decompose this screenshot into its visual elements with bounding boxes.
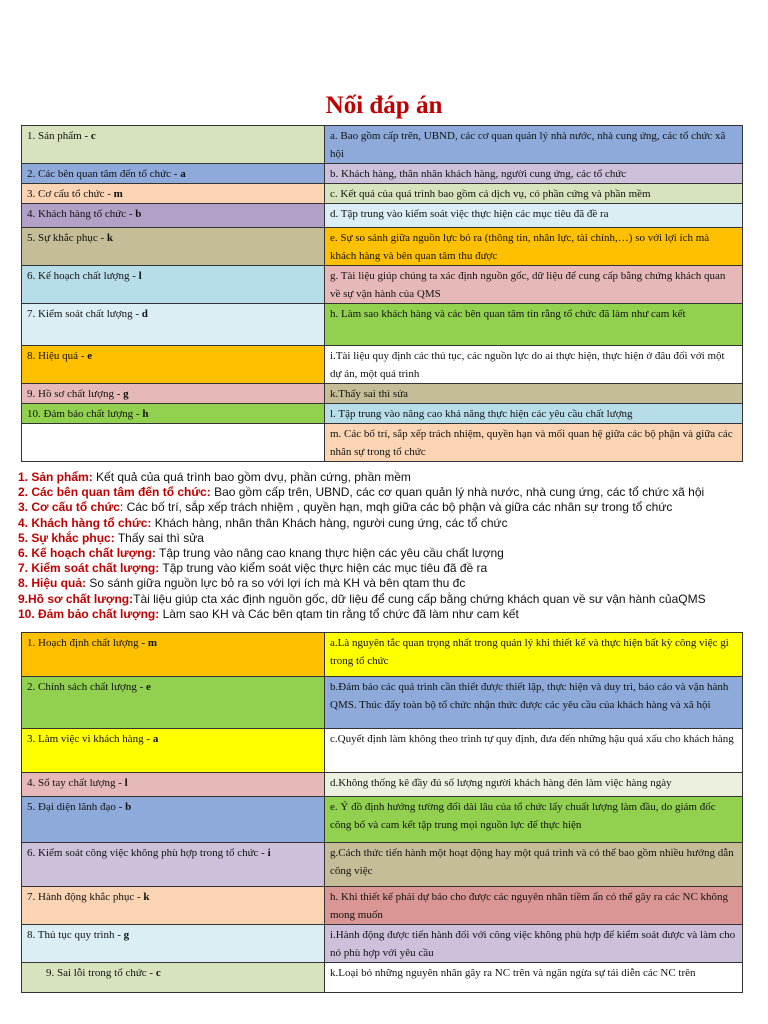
answer-text: h. Làm sao khách hàng và các bên quan tâm tin rằng tổ chức đã làm như cam kết	[330, 308, 686, 320]
answer-key: c	[90, 130, 96, 142]
answer-text: m. Các bố trí, sắp xếp trách nhiệm, quyền hạn và mối quan hệ giữa các bộ phận và giữa các nhân sự trong tổ chức	[330, 428, 733, 458]
table2-answer-cell	[325, 843, 743, 887]
table1-row	[22, 346, 743, 384]
question-text: 7. Hành động khắc phục -	[27, 891, 144, 903]
answer-key: l	[124, 777, 128, 789]
question-text: 8. Hiệu quả -	[27, 350, 88, 362]
table1-question-cell	[22, 346, 325, 384]
answer-text: c. Kết quả của quá trình bao gồm cả dịch vụ, có phần cứng và phần mềm	[330, 188, 651, 200]
table2-answer-cell	[325, 925, 743, 963]
answer-key: m	[113, 188, 123, 200]
question-text: 3. Làm việc vì khách hàng -	[27, 733, 153, 745]
answer-key: c	[155, 967, 161, 979]
summary-term: 3. Cơ cấu tổ chức	[18, 500, 120, 515]
table1-row	[22, 204, 743, 228]
question-text: 5. Đại diện lãnh đạo -	[27, 801, 126, 813]
answer-key: a	[180, 168, 186, 180]
table1-question-cell	[22, 204, 325, 228]
summary-definition: Làm sao KH và Các bên qtam tin rằng tổ chức đã làm như cam kết	[159, 606, 519, 621]
summary-line	[18, 500, 758, 515]
summary-definition: : Các bố trí, sắp xếp trách nhiệm , quyền hạn, mqh giữa các bộ phận và giữa các nhân sự trong tổ chức	[119, 500, 673, 515]
answer-text: l. Tập trung vào nâng cao khả năng thực hiện các yêu cầu chất lượng	[330, 408, 633, 420]
table1-row	[22, 184, 743, 204]
question-text: 5. Sự khắc phục -	[27, 232, 107, 244]
table1-answer-cell	[325, 204, 743, 228]
answer-text: h. Khi thiết kế phải dự báo cho được các nguyên nhân tiềm ẩn có thể gây ra các NC không mong muốn	[330, 891, 729, 921]
table2-answer-cell	[325, 963, 743, 993]
summary-definition: Thấy sai thì sửa	[114, 530, 204, 545]
answer-key: h	[142, 408, 149, 420]
summary-term: 7. Kiểm soát chất lượng:	[18, 561, 160, 576]
answer-key: m	[147, 637, 158, 649]
table1-row	[22, 404, 743, 424]
table1-question-cell	[22, 126, 325, 164]
summary-line	[18, 516, 758, 531]
matching-table-1	[21, 125, 743, 462]
table1-answer-cell	[325, 126, 743, 164]
table2-question-cell	[22, 963, 325, 993]
answer-key: a	[152, 733, 159, 745]
answer-text: g.Cách thức tiến hành một hoạt động hay một quá trình và có thể bao gồm nhiều hướng dẫn công việc	[330, 847, 734, 877]
table1-answer-cell	[325, 266, 743, 304]
summary-line	[18, 607, 758, 622]
question-text: 1. Hoạch định chất lượng -	[27, 637, 148, 649]
answer-key: k	[106, 232, 114, 244]
table2-question-cell	[22, 677, 325, 729]
summary-line	[18, 561, 758, 576]
table1-question-cell	[22, 304, 325, 346]
table2-row	[22, 887, 743, 925]
summary-line	[18, 470, 758, 485]
table1-row	[22, 126, 743, 164]
summary-line	[18, 592, 758, 607]
table1-answer-cell	[325, 424, 743, 462]
table1-answer-cell	[325, 164, 743, 184]
question-text: 2. Các bên quan tâm đến tổ chức -	[27, 168, 181, 180]
answer-text: i.Tài liệu quy định các thủ tục, các nguồn lực do ai thực hiện, thực hiện ở đâu đối với một dự án, một quá trình	[330, 350, 725, 380]
table1-answer-cell	[325, 404, 743, 424]
answer-key: e	[146, 681, 151, 693]
table1-question-cell	[22, 424, 325, 462]
answer-text: k.Thấy sai thì sửa	[330, 388, 409, 400]
table1-row	[22, 228, 743, 266]
table2-question-cell	[22, 925, 325, 963]
table1-row	[22, 266, 743, 304]
answer-key: b	[125, 801, 132, 813]
table1-row	[22, 164, 743, 184]
matching-table-2	[21, 632, 743, 993]
answer-key: k	[143, 891, 150, 903]
question-text: 6. Kế hoạch chất lượng -	[27, 270, 139, 282]
summary-term: 2. Các bên quan tâm đến tổ chức:	[18, 485, 211, 500]
answer-key: b	[135, 208, 142, 220]
summary-definition: Kết quả của quá trình bao gồm dvụ, phần cứng, phần mềm	[92, 470, 411, 484]
answer-key: g	[123, 929, 130, 941]
question-text: 8. Thủ tục quy trình -	[27, 929, 124, 941]
table2-row	[22, 925, 743, 963]
question-text: 3. Cơ cấu tổ chức -	[27, 188, 114, 200]
table2-question-cell	[22, 773, 325, 797]
summary-definition: Bao gồm cấp trên, UBND, các cơ quan quản lý nhà nước, nhà cung ứng, các tổ chức xã hội	[210, 485, 705, 500]
answer-key: d	[141, 308, 148, 320]
table2-question-cell	[22, 797, 325, 843]
table1-question-cell	[22, 266, 325, 304]
question-text: 4. Sổ tay chất lượng -	[27, 777, 125, 789]
table2-question-cell	[22, 887, 325, 925]
summary-line	[18, 576, 758, 591]
summary-definition: Khách hàng, nhân thân Khách hàng, người cung ứng, các tổ chức	[151, 515, 508, 530]
answer-text: c.Quyết định làm không theo trình tự quy định, đưa đến những hậu quả xấu cho khách hàng	[330, 733, 734, 745]
question-text: 4. Khách hàng tổ chức -	[27, 208, 136, 220]
answer-key: i	[267, 847, 271, 859]
table1-question-cell	[22, 228, 325, 266]
table2-row	[22, 677, 743, 729]
table2-answer-cell	[325, 773, 743, 797]
table1-question-cell	[22, 184, 325, 204]
question-text: 1. Sản phẩm -	[27, 130, 91, 142]
table1-answer-cell	[325, 304, 743, 346]
question-text: 9. Sai lỗi trong tổ chức -	[46, 967, 156, 979]
table1-row	[22, 424, 743, 462]
table2-question-cell	[22, 843, 325, 887]
answer-text: a. Bao gồm cấp trên, UBND, các cơ quan quản lý nhà nước, nhà cung ứng, các tổ chức xã hội	[330, 130, 726, 160]
table2-answer-cell	[325, 633, 743, 677]
answer-text: e. Sự so sánh giữa nguồn lực bỏ ra (thông tin, nhân lực, tài chính,…) so với lợi ích mà khách hàng và bên quan tâm thu được	[330, 232, 710, 262]
summary-line	[18, 546, 758, 561]
table2-row	[22, 797, 743, 843]
table1-question-cell	[22, 404, 325, 424]
summary-term: 4. Khách hàng tổ chức:	[18, 515, 152, 530]
summary-term: 9.Hồ sơ chất lượng:	[18, 591, 134, 606]
table1-answer-cell	[325, 384, 743, 404]
table2-row	[22, 773, 743, 797]
table2-row	[22, 633, 743, 677]
question-text: 2. Chính sách chất lượng -	[27, 681, 147, 693]
table2-row	[22, 843, 743, 887]
answer-text: a.Là nguyên tắc quan trọng nhất trong quản lý khi thiết kế và thực hiện bất kỳ công việc gì trong tổ chức	[330, 637, 729, 667]
answer-text: k.Loại bỏ những nguyên nhân gây ra NC trên và ngăn ngừa sự tái diễn các NC trên	[330, 967, 696, 979]
summary-line	[18, 531, 758, 546]
summary-line	[18, 485, 758, 500]
table2-row	[22, 729, 743, 773]
table2-answer-cell	[325, 677, 743, 729]
table2-question-cell	[22, 633, 325, 677]
summary-term: 6. Kế hoạch chất lượng:	[18, 546, 156, 561]
question-text: 7. Kiểm soát chất lượng -	[27, 308, 142, 320]
table2-answer-cell	[325, 887, 743, 925]
summary-definition: Tập trung vào nâng cao knang thực hiện các yêu cầu chất lượng	[155, 546, 504, 561]
answer-text: b. Khách hàng, thân nhân khách hàng, người cung ứng, các tổ chức	[330, 168, 627, 180]
table1-question-cell	[22, 164, 325, 184]
summary-definition: So sánh giữa nguồn lực bỏ ra so với lợi ích mà KH và bên qtam thu đc	[86, 576, 466, 591]
question-text: 6. Kiểm soát công việc không phù hợp trong tổ chức -	[27, 847, 268, 859]
table2-row	[22, 963, 743, 993]
question-text: 9. Hồ sơ chất lượng -	[27, 388, 124, 400]
table2-answer-cell	[325, 797, 743, 843]
table2-question-cell	[22, 729, 325, 773]
table1-row	[22, 384, 743, 404]
table1-row	[22, 304, 743, 346]
table1-answer-cell	[325, 346, 743, 384]
answer-text: b.Đảm bảo các quá trình cần thiết được thiết lập, thực hiện và duy trì, báo cáo và vận hành QMS. Thúc đẩy toàn bộ tổ chức nhận thức được các yêu cầu của khách hàng và xã hội	[330, 681, 729, 711]
table1-answer-cell	[325, 184, 743, 204]
page-title: Nối đáp án	[325, 92, 443, 119]
summary-definition: Tài liệu giúp cta xác định nguồn gốc, dữ liệu để cung cấp bằng chứng khách quan về sư vận hành củaQMS	[133, 591, 706, 606]
summary-term: 5. Sự khắc phục:	[18, 530, 115, 545]
answer-key: l	[138, 270, 142, 282]
answer-text: e. Ý đồ định hướng tường đối dài lâu của tổ chức lấy chuất lượng làm đầu, do giám đốc công bố và cam kết tập trung mọi nguồn lực để thực hiện	[330, 801, 716, 831]
table2-answer-cell	[325, 729, 743, 773]
answer-text: d. Tập trung vào kiểm soát việc thực hiện các mục tiêu đã đề ra	[330, 208, 609, 220]
answer-summary	[18, 470, 758, 622]
question-text: 10. Đảm bảo chất lượng -	[27, 408, 143, 420]
summary-term: 8. Hiệu quả:	[18, 576, 87, 591]
answer-key: e	[87, 350, 93, 362]
summary-definition: Tập trung vào kiểm soát việc thực hiện các mục tiêu đã đề ra	[159, 561, 488, 576]
table1-question-cell	[22, 384, 325, 404]
answer-text: i.Hành động được tiến hành đối với công việc không phù hợp để kiểm soát được và làm cho nó phù hợp với yêu cầu	[330, 929, 736, 959]
answer-key: g	[123, 388, 129, 400]
table1-answer-cell	[325, 228, 743, 266]
summary-term: 10. Đảm bảo chất lượng:	[18, 606, 160, 621]
answer-text: d.Không thống kê đầy đủ số lượng người khách hàng đén làm việc hàng ngày	[330, 777, 672, 789]
summary-term: 1. Sản phẩm:	[18, 470, 93, 484]
answer-text: g. Tài liệu giúp chúng ta xác định nguồn gốc, dữ liệu để cung cấp bằng chứng khách quan về sự vận hành của QMS	[330, 270, 726, 300]
